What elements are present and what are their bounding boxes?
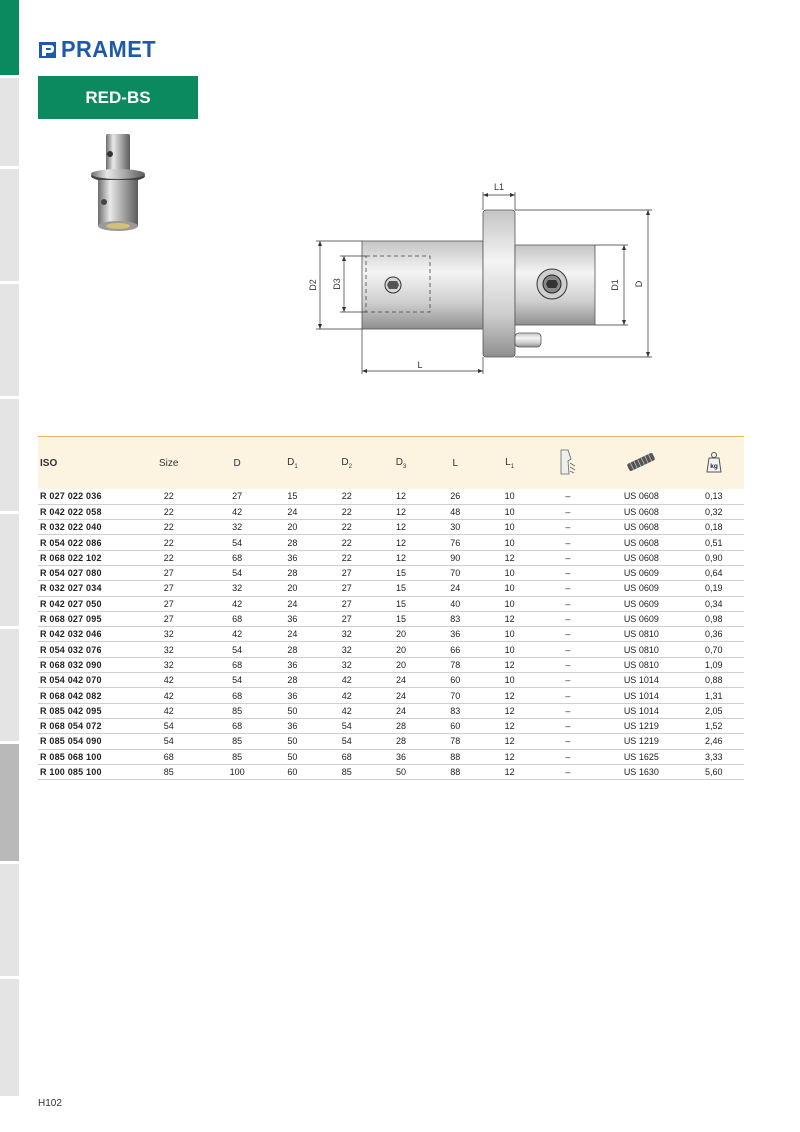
table-row [38, 489, 744, 504]
cell-l1: 12 [482, 611, 536, 626]
cell-l1: 10 [482, 489, 536, 504]
col-size: Size [159, 457, 179, 469]
side-tab [0, 629, 19, 741]
cell-set-screw: US 0609 [599, 565, 683, 580]
cell-weight: 0,51 [684, 535, 744, 550]
cell-d3: 15 [374, 565, 428, 580]
cell-iso: R 085 068 100 [38, 749, 129, 764]
cell-d1: 24 [265, 504, 319, 519]
cell-d2: 32 [320, 642, 374, 657]
cell-size: 22 [129, 535, 209, 550]
cell-weight: 0,18 [684, 520, 744, 535]
cell-l1: 12 [482, 749, 536, 764]
cell-iso: R 042 032 046 [38, 627, 129, 642]
cell-d1: 28 [265, 642, 319, 657]
cell-set-screw: US 0608 [599, 520, 683, 535]
cell-l1: 10 [482, 642, 536, 657]
side-tab-current [0, 744, 19, 861]
cell-weight: 5,60 [684, 764, 744, 779]
cell-l: 36 [428, 627, 482, 642]
dim-label-l: L [417, 360, 423, 370]
weight-unit: kg [709, 462, 718, 470]
cell-weight: 0,70 [684, 642, 744, 657]
cell-set-screw: US 0608 [599, 504, 683, 519]
cell-iso: R 042 027 050 [38, 596, 129, 611]
cell-l: 88 [428, 749, 482, 764]
cell-d3: 20 [374, 642, 428, 657]
cell-iso: R 054 027 080 [38, 565, 129, 580]
cell-size: 68 [129, 749, 209, 764]
cell-l1: 10 [482, 565, 536, 580]
cell-size: 32 [129, 642, 209, 657]
col-clamping-screw [537, 437, 599, 489]
cell-clamping-screw: – [537, 550, 599, 565]
cell-d: 42 [209, 596, 265, 611]
col-d: D [233, 457, 241, 469]
cell-d: 68 [209, 550, 265, 565]
cell-d1: 36 [265, 718, 319, 733]
cell-d: 54 [209, 535, 265, 550]
cell-set-screw: US 0608 [599, 489, 683, 504]
cell-d2: 27 [320, 611, 374, 626]
dim-label-d: D [634, 280, 644, 288]
cell-iso: R 032 022 040 [38, 520, 129, 535]
cell-d: 32 [209, 581, 265, 596]
cell-size: 54 [129, 734, 209, 749]
cell-d: 68 [209, 718, 265, 733]
cell-d3: 24 [374, 703, 428, 718]
cell-d1: 50 [265, 734, 319, 749]
cell-d3: 15 [374, 581, 428, 596]
cell-clamping-screw: – [537, 718, 599, 733]
cell-size: 85 [129, 764, 209, 779]
cell-weight: 0,19 [684, 581, 744, 596]
cell-weight: 3,33 [684, 749, 744, 764]
cell-d: 68 [209, 611, 265, 626]
cell-weight: 2,05 [684, 703, 744, 718]
table-row [38, 657, 744, 672]
cell-d2: 42 [320, 673, 374, 688]
cell-d3: 15 [374, 596, 428, 611]
cell-l: 26 [428, 489, 482, 504]
cell-l: 90 [428, 550, 482, 565]
cell-l1: 10 [482, 627, 536, 642]
side-tab-active [0, 0, 19, 75]
cell-l1: 12 [482, 688, 536, 703]
side-tab [0, 864, 19, 976]
cell-clamping-screw: – [537, 642, 599, 657]
cell-d2: 27 [320, 581, 374, 596]
cell-clamping-screw: – [537, 581, 599, 596]
cell-iso: R 100 085 100 [38, 764, 129, 779]
table-row [38, 550, 744, 565]
cell-size: 22 [129, 489, 209, 504]
cell-weight: 0,88 [684, 673, 744, 688]
cell-set-screw: US 0609 [599, 596, 683, 611]
cell-d3: 12 [374, 520, 428, 535]
table-row [38, 596, 744, 611]
cell-d: 85 [209, 749, 265, 764]
cell-l1: 10 [482, 535, 536, 550]
cell-iso: R 085 042 095 [38, 703, 129, 718]
cell-size: 27 [129, 565, 209, 580]
cell-set-screw: US 0810 [599, 627, 683, 642]
cell-l: 70 [428, 688, 482, 703]
cell-iso: R 068 027 095 [38, 611, 129, 626]
cell-d1: 20 [265, 520, 319, 535]
cell-l1: 12 [482, 718, 536, 733]
cell-l: 30 [428, 520, 482, 535]
cell-set-screw: US 1219 [599, 718, 683, 733]
cell-d1: 20 [265, 581, 319, 596]
cell-d2: 22 [320, 535, 374, 550]
cell-iso: R 068 032 090 [38, 657, 129, 672]
col-iso: ISO [40, 457, 58, 469]
cell-d1: 24 [265, 596, 319, 611]
cell-d: 85 [209, 703, 265, 718]
cell-iso: R 085 054 090 [38, 734, 129, 749]
cell-d: 54 [209, 565, 265, 580]
cell-d2: 22 [320, 504, 374, 519]
cell-size: 22 [129, 520, 209, 535]
cell-clamping-screw: – [537, 565, 599, 580]
cell-set-screw: US 0608 [599, 535, 683, 550]
cell-l: 78 [428, 657, 482, 672]
cell-size: 27 [129, 596, 209, 611]
cell-l: 60 [428, 718, 482, 733]
cell-d3: 28 [374, 718, 428, 733]
cell-d: 54 [209, 642, 265, 657]
cell-l: 78 [428, 734, 482, 749]
cell-l1: 12 [482, 550, 536, 565]
col-d1: $D_1$ [287, 456, 298, 470]
cell-set-screw: US 0608 [599, 550, 683, 565]
cell-d2: 22 [320, 520, 374, 535]
cell-l1: 10 [482, 673, 536, 688]
cell-l1: 12 [482, 734, 536, 749]
cell-size: 42 [129, 673, 209, 688]
cell-d3: 50 [374, 764, 428, 779]
dim-label-d2: D2 [308, 279, 318, 291]
cell-d1: 36 [265, 611, 319, 626]
cell-d2: 68 [320, 749, 374, 764]
cell-iso: R 042 022 058 [38, 504, 129, 519]
col-weight [684, 437, 744, 489]
cell-l1: 10 [482, 520, 536, 535]
cell-d3: 12 [374, 535, 428, 550]
cell-clamping-screw: – [537, 489, 599, 504]
cell-d: 68 [209, 657, 265, 672]
col-set-screw [599, 437, 683, 489]
cell-clamping-screw: – [537, 673, 599, 688]
cell-d1: 36 [265, 550, 319, 565]
cell-size: 22 [129, 504, 209, 519]
cell-weight: 0,90 [684, 550, 744, 565]
cell-size: 27 [129, 581, 209, 596]
cell-weight: 1,31 [684, 688, 744, 703]
dim-label-d1: D1 [610, 279, 620, 291]
cell-size: 27 [129, 611, 209, 626]
cell-l1: 10 [482, 596, 536, 611]
cell-set-screw: US 0810 [599, 642, 683, 657]
cell-clamping-screw: – [537, 627, 599, 642]
cell-l1: 10 [482, 504, 536, 519]
cell-clamping-screw: – [537, 657, 599, 672]
cell-set-screw: US 1625 [599, 749, 683, 764]
cell-d2: 32 [320, 627, 374, 642]
table-row [38, 749, 744, 764]
cell-l: 83 [428, 611, 482, 626]
cell-d: 54 [209, 673, 265, 688]
cell-iso: R 068 042 082 [38, 688, 129, 703]
cell-l: 70 [428, 565, 482, 580]
logo-mark-icon [38, 40, 58, 60]
table-row [38, 535, 744, 550]
cell-weight: 2,46 [684, 734, 744, 749]
technical-drawing [296, 176, 676, 381]
cell-weight: 0,34 [684, 596, 744, 611]
col-l1: $L_1$ [505, 456, 515, 470]
cell-size: 22 [129, 550, 209, 565]
side-tab [0, 284, 19, 396]
cell-iso: R 054 022 086 [38, 535, 129, 550]
cell-l: 48 [428, 504, 482, 519]
cell-weight: 0,32 [684, 504, 744, 519]
cell-d2: 27 [320, 565, 374, 580]
cell-d1: 28 [265, 565, 319, 580]
brand-logo [38, 36, 161, 63]
table-row [38, 504, 744, 519]
cell-d: 85 [209, 734, 265, 749]
cell-d1: 36 [265, 688, 319, 703]
cell-l: 40 [428, 596, 482, 611]
product-photo [88, 130, 150, 238]
table-row [38, 734, 744, 749]
cell-l1: 12 [482, 657, 536, 672]
cell-d3: 12 [374, 504, 428, 519]
table-row [38, 673, 744, 688]
cell-l: 24 [428, 581, 482, 596]
cell-clamping-screw: – [537, 703, 599, 718]
cell-d3: 36 [374, 749, 428, 764]
dim-label-l1: L1 [493, 182, 505, 192]
cell-d3: 20 [374, 657, 428, 672]
cell-d1: 36 [265, 657, 319, 672]
cell-l: 66 [428, 642, 482, 657]
cell-iso: R 054 032 076 [38, 642, 129, 657]
cell-set-screw: US 1014 [599, 688, 683, 703]
cell-d3: 28 [374, 734, 428, 749]
cell-d: 42 [209, 627, 265, 642]
cell-d: 100 [209, 764, 265, 779]
side-tab [0, 979, 19, 1096]
cell-size: 32 [129, 627, 209, 642]
cell-d2: 32 [320, 657, 374, 672]
cell-d2: 22 [320, 550, 374, 565]
table-row [38, 688, 744, 703]
cell-l: 83 [428, 703, 482, 718]
clamping-screw-icon [559, 449, 577, 475]
cell-l1: 12 [482, 703, 536, 718]
cell-weight: 0,98 [684, 611, 744, 626]
cell-clamping-screw: – [537, 535, 599, 550]
cell-d: 42 [209, 504, 265, 519]
cell-d1: 28 [265, 535, 319, 550]
cell-l1: 12 [482, 764, 536, 779]
cell-d2: 54 [320, 734, 374, 749]
table-row [38, 611, 744, 626]
col-l: L [452, 457, 459, 469]
cell-d2: 42 [320, 688, 374, 703]
cell-d1: 15 [265, 489, 319, 504]
cell-clamping-screw: – [537, 611, 599, 626]
cell-set-screw: US 1014 [599, 673, 683, 688]
table-row [38, 581, 744, 596]
cell-l: 88 [428, 764, 482, 779]
col-d3: $D_3$ [395, 456, 407, 470]
cell-iso: R 032 027 034 [38, 581, 129, 596]
cell-weight: 1,09 [684, 657, 744, 672]
cell-l1: 10 [482, 581, 536, 596]
side-tab [0, 399, 19, 511]
page-number: H102 [38, 1098, 62, 1109]
cell-weight: 0,13 [684, 489, 744, 504]
table-row [38, 764, 744, 779]
cell-set-screw: US 0609 [599, 611, 683, 626]
cell-clamping-screw: – [537, 596, 599, 611]
side-tab [0, 514, 19, 626]
cell-clamping-screw: – [537, 520, 599, 535]
cell-clamping-screw: – [537, 764, 599, 779]
cell-d2: 54 [320, 718, 374, 733]
cell-d: 32 [209, 520, 265, 535]
table-row [38, 703, 744, 718]
cell-iso: R 068 054 072 [38, 718, 129, 733]
cell-d3: 12 [374, 489, 428, 504]
table-row [38, 642, 744, 657]
table-row [38, 565, 744, 580]
cell-weight: 0,64 [684, 565, 744, 580]
cell-d: 27 [209, 489, 265, 504]
product-table [38, 436, 744, 780]
product-title: RED-BS [38, 76, 198, 119]
cell-iso: R 068 022 102 [38, 550, 129, 565]
side-tab [0, 169, 19, 281]
cell-d3: 12 [374, 550, 428, 565]
cell-clamping-screw: – [537, 734, 599, 749]
table-header-row [38, 437, 744, 489]
side-tab [0, 78, 19, 166]
cell-d1: 50 [265, 749, 319, 764]
cell-d3: 15 [374, 611, 428, 626]
cell-size: 42 [129, 688, 209, 703]
cell-d3: 20 [374, 627, 428, 642]
cell-set-screw: US 0609 [599, 581, 683, 596]
cell-size: 54 [129, 718, 209, 733]
table-row [38, 718, 744, 733]
table-row [38, 520, 744, 535]
dim-label-d3: D3 [332, 278, 342, 290]
cell-l: 60 [428, 673, 482, 688]
cell-d2: 27 [320, 596, 374, 611]
cell-set-screw: US 1014 [599, 703, 683, 718]
cell-set-screw: US 1219 [599, 734, 683, 749]
set-screw-icon [624, 452, 658, 472]
cell-weight: 1,52 [684, 718, 744, 733]
cell-clamping-screw: – [537, 749, 599, 764]
col-d2: $D_2$ [341, 456, 352, 470]
cell-d1: 50 [265, 703, 319, 718]
table-row [38, 627, 744, 642]
cell-size: 42 [129, 703, 209, 718]
cell-d1: 28 [265, 673, 319, 688]
cell-set-screw: US 0810 [599, 657, 683, 672]
cell-iso: R 027 022 036 [38, 489, 129, 504]
table-body [38, 489, 744, 780]
cell-d1: 60 [265, 764, 319, 779]
weight-icon [706, 451, 722, 473]
cell-d2: 85 [320, 764, 374, 779]
cell-clamping-screw: – [537, 688, 599, 703]
cell-d: 68 [209, 688, 265, 703]
cell-d1: 24 [265, 627, 319, 642]
cell-d2: 42 [320, 703, 374, 718]
cell-weight: 0,36 [684, 627, 744, 642]
cell-clamping-screw: – [537, 504, 599, 519]
cell-size: 32 [129, 657, 209, 672]
cell-d3: 24 [374, 673, 428, 688]
cell-l: 76 [428, 535, 482, 550]
cell-set-screw: US 1630 [599, 764, 683, 779]
brand-name: PRAMET [61, 36, 157, 62]
cell-iso: R 054 042 070 [38, 673, 129, 688]
cell-d2: 22 [320, 489, 374, 504]
cell-d3: 24 [374, 688, 428, 703]
